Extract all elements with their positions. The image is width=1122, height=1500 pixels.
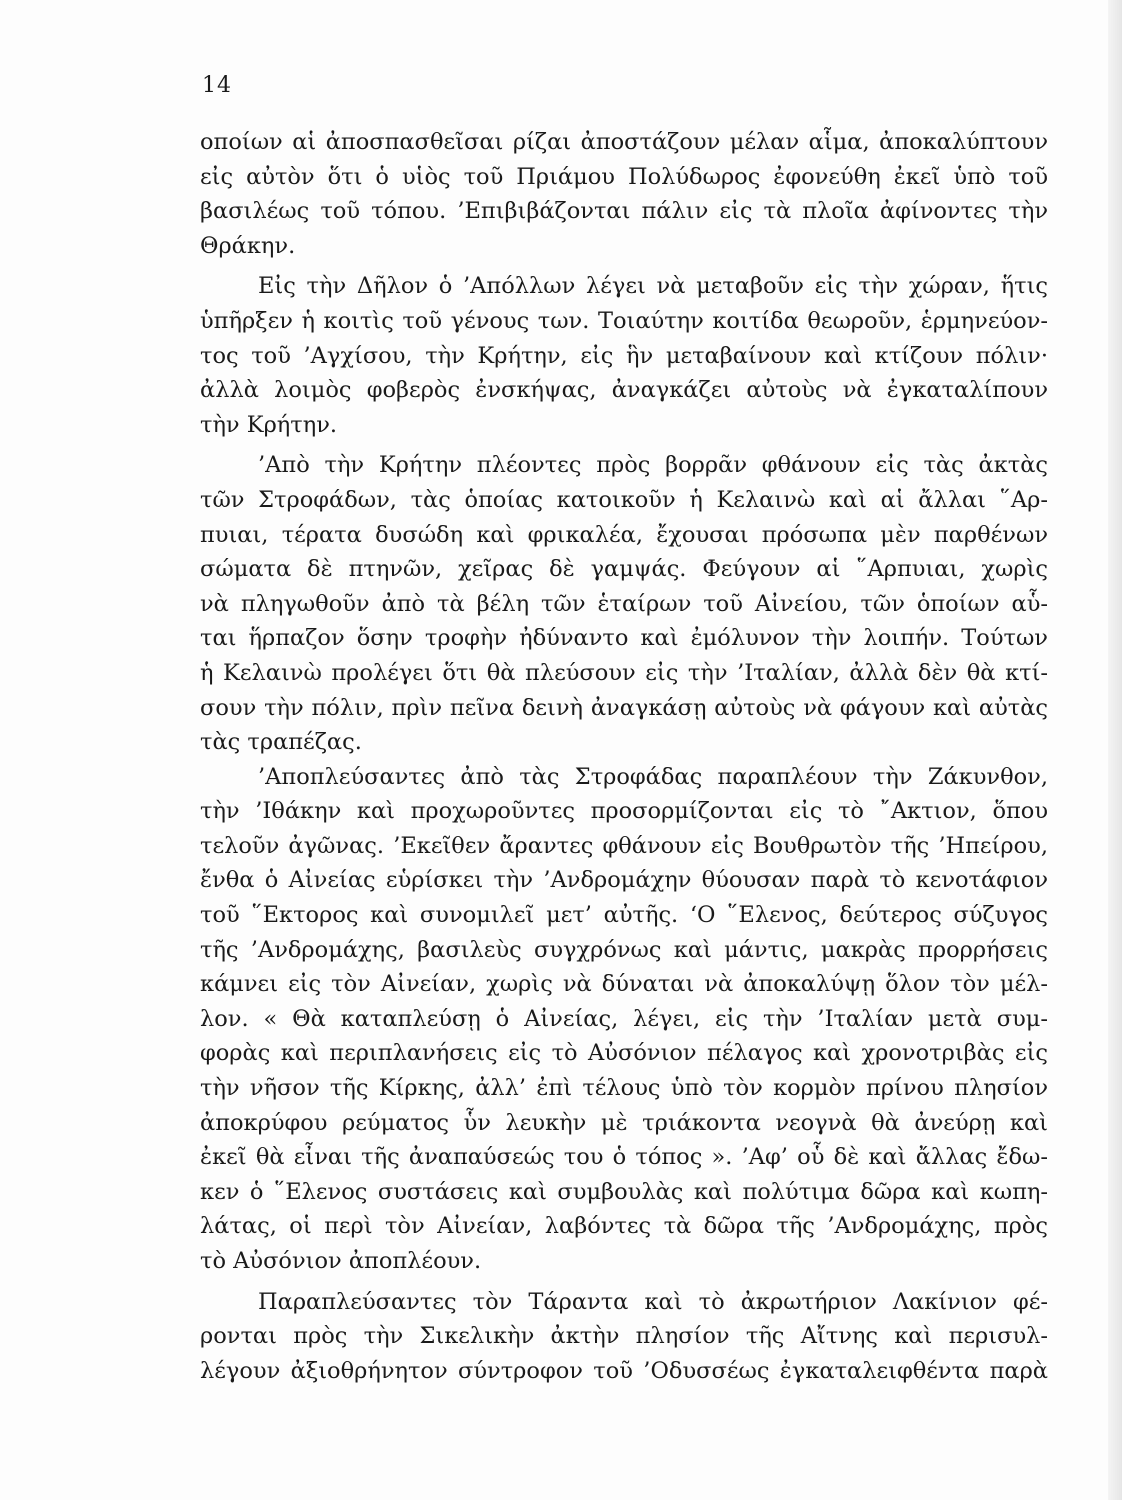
text-line: τὰς τραπέζας. [200, 729, 362, 756]
paragraph [200, 448, 1048, 759]
text-line: τος τοῦ ’Αγχίσου, τὴν Κρήτην, εἰς ἣν μεταβαίνουν καὶ κτίζουν πόλιν· [200, 342, 1048, 369]
text-line: ὑπῆρξεν ἡ κοιτὶς τοῦ γένους των. Τοιαύτην κοιτίδα θεωροῦν, ἑρμηνεύον- [200, 307, 1048, 334]
text-line: τελοῦν ἀγῶνας. ’Εκεῖθεν ἄραντες φθάνουν εἰς Βουθρωτὸν τῆς ’Ηπείρου, [200, 832, 1048, 859]
text-line: οποίων αἱ ἀποσπασθεῖσαι ρίζαι ἀποστάζουν μέλαν αἷμα, ἀποκαλύπτουν [200, 129, 1048, 155]
text-line: λάτας, οἱ περὶ τὸν Αἰνείαν, λαβόντες τὰ δῶρα τῆς ’Ανδρομάχης, πρὸς [200, 1213, 1048, 1240]
text-line: νὰ πληγωθοῦν ἀπὸ τὰ βέλη τῶν ἑταίρων τοῦ Αἰνείου, τῶν ὁποίων αὗ- [200, 590, 1048, 617]
text-line: ἔνθα ὁ Αἰνείας εὑρίσκει τὴν ’Ανδρομάχην θύουσαν παρὰ τὸ κενοτάφιον [200, 867, 1048, 894]
text-line: Εἰς τὴν Δῆλον ὁ ’Απόλλων λέγει νὰ μεταβοῦν εἰς τὴν χώραν, ἥτις [258, 273, 1048, 300]
text-line: τοῦ ῞Εκτορος καὶ συνομιλεῖ μετ’ αὐτῆς. ‘Ο ῞Ελενος, δεύτερος σύζυγος [200, 902, 1048, 929]
text-line: τὸ Αὐσόνιον ἀποπλέουν. [200, 1248, 482, 1274]
paragraph [200, 1285, 1048, 1389]
text-line: ἡ Κελαινὼ προλέγει ὅτι θὰ πλεύσουν εἰς τὴν ’Ιταλίαν, ἀλλὰ δὲν θὰ κτί- [200, 659, 1048, 686]
text-line: ἐκεῖ θὰ εἶναι τῆς ἀναπαύσεώς του ὁ τόπος ». ’Αφ’ οὗ δὲ καὶ ἄλλας ἔδω- [200, 1144, 1048, 1171]
text-line: κεν ὁ ῞Ελενος συστάσεις καὶ συμβουλὰς καὶ πολύτιμα δῶρα καὶ κωπη- [200, 1178, 1048, 1205]
body-text [200, 125, 1048, 1388]
text-line: ’Απὸ τὴν Κρήτην πλέοντες πρὸς βορρᾶν φθάνουν εἰς τὰς ἀκτὰς [258, 452, 1048, 479]
paragraph [200, 125, 1048, 263]
text-line: φορὰς καὶ περιπλανήσεις εἰς τὸ Αὐσόνιον πέλαγος καὶ χρονοτριβὰς εἰς [200, 1040, 1048, 1067]
text-line: Παραπλεύσαντες τὸν Τάραντα καὶ τὸ ἀκρωτήριον Λακίνιον φέ- [258, 1288, 1048, 1315]
text-line: σουν τὴν πόλιν, πρὶν πεῖνα δεινὴ ἀναγκάσῃ αὐτοὺς νὰ φάγουν καὶ αὐτὰς [200, 694, 1048, 721]
text-line: τῶν Στροφάδων, τὰς ὁποίας κατοικοῦν ἡ Κελαινὼ καὶ αἱ ἄλλαι ῞Αρ- [200, 486, 1048, 513]
text-line: ’Αποπλεύσαντες ἀπὸ τὰς Στροφάδας παραπλέουν τὴν Ζάκυνθον, [258, 763, 1048, 790]
page-edge-shadow [1108, 0, 1122, 1500]
text-line: λέγουν ἀξιοθρήνητον σύντροφον τοῦ ’Οδυσσέως ἐγκαταλειφθέντα παρὰ [200, 1357, 1048, 1384]
page-number: 14 [202, 73, 232, 98]
text-line: τὴν νῆσον τῆς Κίρκης, ἀλλ’ ἐπὶ τέλους ὑπὸ τὸν κορμὸν πρίνου πλησίον [200, 1075, 1048, 1102]
text-line: πυιαι, τέρατα δυσώδη καὶ φρικαλέα, ἔχουσαι πρόσωπα μὲν παρθένων [200, 521, 1048, 548]
text-line: Θράκην. [200, 232, 296, 259]
text-line: ται ἥρπαζον ὅσην τροφὴν ἠδύναντο καὶ ἐμόλυνον τὴν λοιπήν. Τούτων [200, 625, 1048, 652]
text-line: τῆς ’Ανδρομάχης, βασιλεὺς συγχρόνως καὶ μάντις, μακρὰς προρρήσεις [200, 936, 1048, 963]
text-line: ἀποκρύφου ρεύματος ὗν λευκὴν μὲ τριάκοντα νεογνὰ θὰ ἀνεύρῃ καὶ [200, 1109, 1048, 1136]
paragraph [200, 269, 1048, 442]
text-line: λον. « Θὰ καταπλεύσῃ ὁ Αἰνείας, λέγει, εἰς τὴν ’Ιταλίαν μετὰ συμ- [200, 1005, 1048, 1032]
text-line: σώματα δὲ πτηνῶν, χεῖρας δὲ γαμψάς. Φεύγουν αἱ ῞Αρπυιαι, χωρὶς [200, 556, 1048, 583]
text-line: τὴν Κρήτην. [200, 411, 338, 438]
text-line: ἀλλὰ λοιμὸς φοβερὸς ἐνσκήψας, ἀναγκάζει αὐτοὺς νὰ ἐγκαταλίπουν [200, 377, 1048, 404]
text-line: τὴν ’Ιθάκην καὶ προχωροῦντες προσορμίζονται εἰς τὸ ῎Ακτιον, ὅπου [200, 798, 1048, 825]
text-line: ρονται πρὸς τὴν Σικελικὴν ἀκτὴν πλησίον τῆς Αἴτνης καὶ περισυλ- [200, 1323, 1048, 1350]
text-line: βασιλέως τοῦ τόπου. ’Επιβιβάζονται πάλιν εἰς τὰ πλοῖα ἀφίνοντες τὴν [200, 198, 1048, 225]
paragraph [200, 760, 1048, 1279]
text-line: εἰς αὐτὸν ὅτι ὁ υἱὸς τοῦ Πριάμου Πολύδωρος ἐφονεύθη ἐκεῖ ὑπὸ τοῦ [200, 163, 1048, 190]
text-line: κάμνει εἰς τὸν Αἰνείαν, χωρὶς νὰ δύναται νὰ ἀποκαλύψῃ ὅλον τὸν μέλ- [200, 971, 1048, 998]
